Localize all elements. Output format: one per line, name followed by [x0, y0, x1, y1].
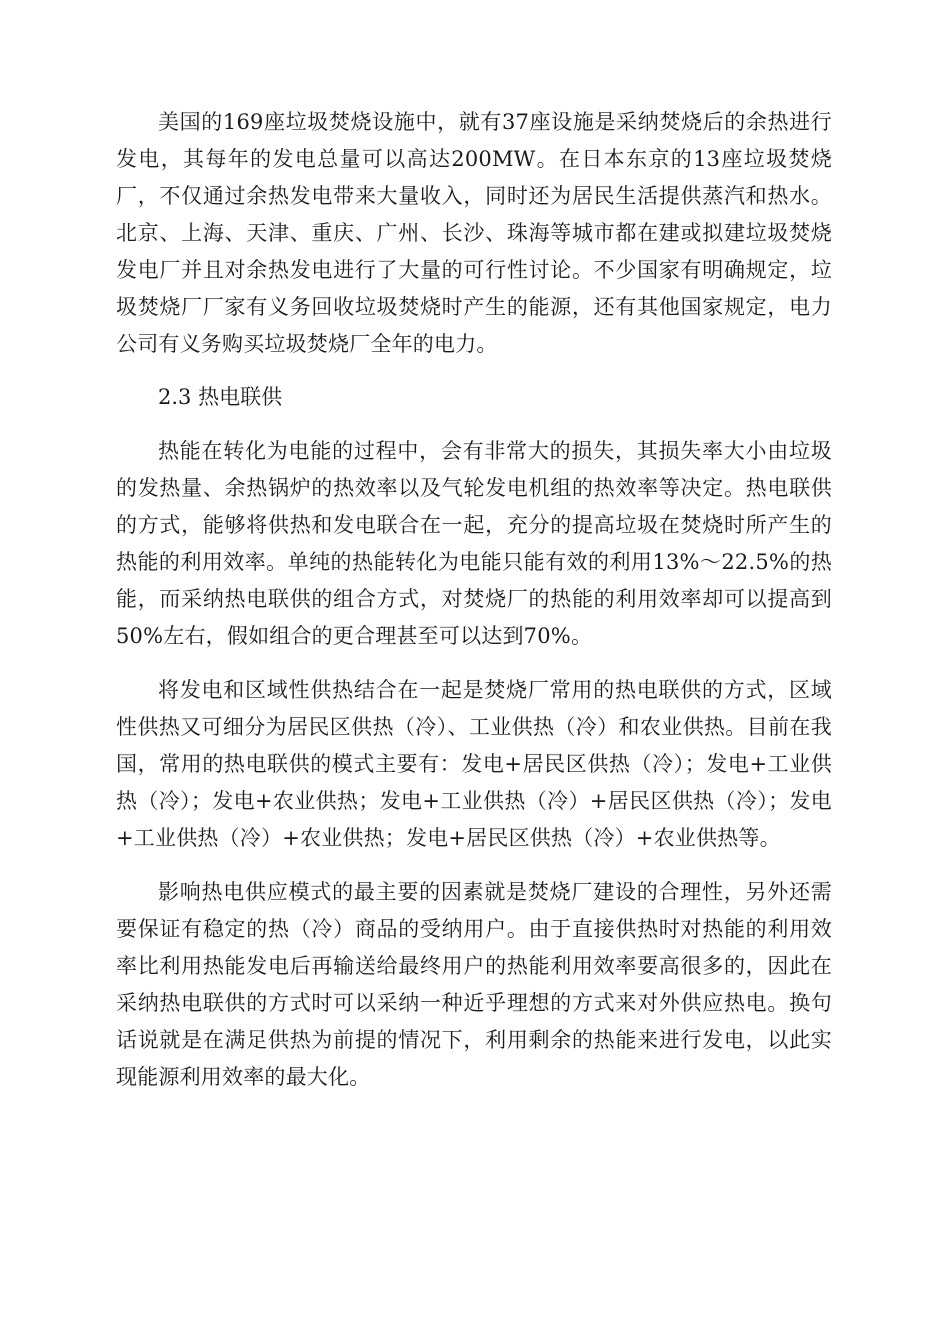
- document-page: [116, 104, 832, 1096]
- paragraph-cogeneration-modes: 将发电和区域性供热结合在一起是焚烧厂常用的热电联供的方式，区域性供热又可细分为居民区供热（冷）、工业供热（冷）和农业供热。目前在我国，常用的热电联供的模式主要有：发电+居民区供热（冷）；发电+工业供热（冷）；发电+农业供热；发电+工业供热（冷）+居民区供热（冷）；发电+工业供热（冷）+农业供热；发电+居民区供热（冷）+农业供热等。: [116, 678, 832, 850]
- paragraph-influencing-factors: 影响热电供应模式的最主要的因素就是焚烧厂建设的合理性，另外还需要保证有稳定的热（冷）商品的受纳用户。由于直接供热时对热能的利用效率比利用热能发电后再输送给最终用户的热能利用效率要高很多的，因此在采纳热电联供的方式时可以采纳一种近乎理想的方式来对外供应热电。换句话说就是在满足供热为前提的情况下，利用剩余的热能来进行发电，以此实现能源利用效率的最大化。: [116, 880, 832, 1089]
- paragraph-heat-loss: 热能在转化为电能的过程中，会有非常大的损失，其损失率大小由垃圾的发热量、余热锅炉的热效率以及气轮发电机组的热效率等决定。热电联供的方式，能够将供热和发电联合在一起，充分的提高垃圾在焚烧时所产生的热能的利用效率。单纯的热能转化为电能只能有效的利用13%～22.5%的热能，而采纳热电联供的组合方式，对焚烧厂的热能的利用效率却可以提高到50%左右，假如组合的更合理甚至可以达到70%。: [116, 439, 832, 648]
- section-heading: 2.3 热电联供: [158, 385, 283, 409]
- paragraph-garbage-incineration-examples: 美国的169座垃圾焚烧设施中，就有37座设施是采纳焚烧后的余热进行发电，其每年的发电总量可以高达200MW。在日本东京的13座垃圾焚烧厂，不仅通过余热发电带来大量收入，同时还为居民生活提供蒸汽和热水。北京、上海、天津、重庆、广州、长沙、珠海等城市都在建或拟建垃圾焚烧发电厂并且对余热发电进行了大量的可行性讨论。不少国家有明确规定，垃圾焚烧厂厂家有义务回收垃圾焚烧时产生的能源，还有其他国家规定，电力公司有义务购买垃圾焚烧厂全年的电力。: [116, 110, 832, 356]
